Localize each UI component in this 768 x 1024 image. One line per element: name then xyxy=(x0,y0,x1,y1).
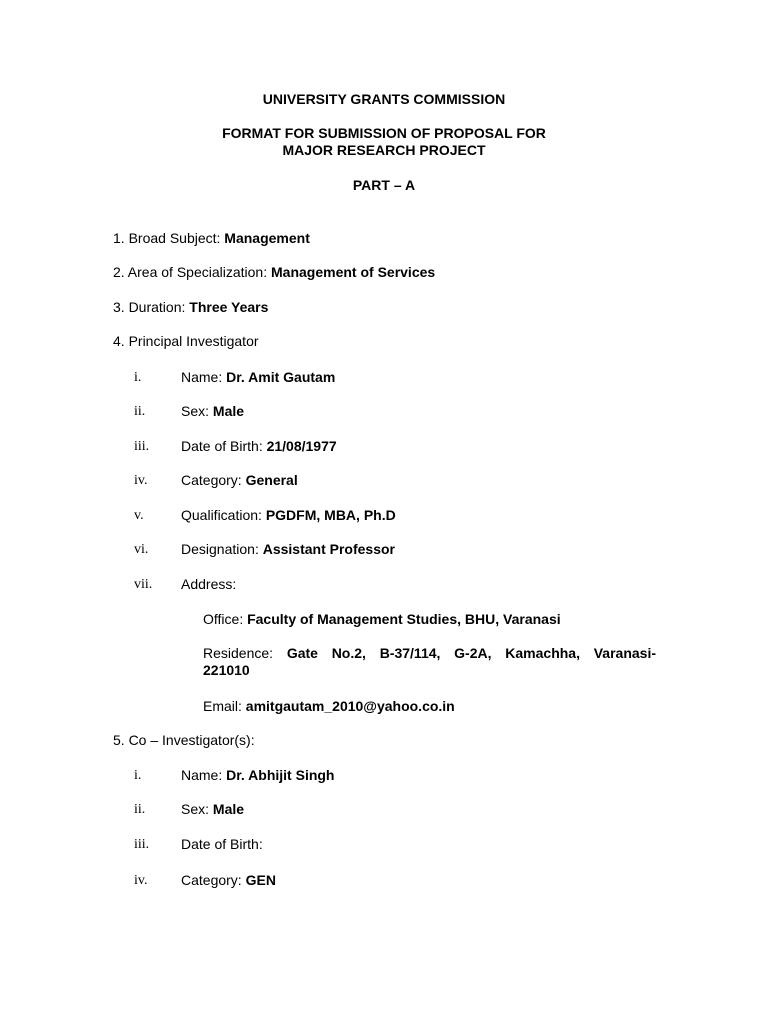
pi-category: Category: General xyxy=(181,472,298,488)
list-number: iv. xyxy=(134,473,148,488)
list-number: iii. xyxy=(134,837,150,852)
pi-qualification: Qualification: PGDFM, MBA, Ph.D xyxy=(181,507,396,523)
document-title: UNIVERSITY GRANTS COMMISSION xyxy=(262,91,506,107)
pi-heading: 4. Principal Investigator xyxy=(113,333,259,349)
field-area-of-specialization xyxy=(113,264,435,281)
field-label: 2. Area of Specialization: xyxy=(113,264,271,280)
list-number: i. xyxy=(134,370,142,385)
address-office: Office: Faculty of Management Studies, BHU, Varanasi xyxy=(203,611,561,627)
list-number: vii. xyxy=(134,577,153,592)
format-title-line1: FORMAT FOR SUBMISSION OF PROPOSAL FOR xyxy=(222,125,546,141)
field-value: Three Years xyxy=(189,299,269,315)
list-number: ii. xyxy=(134,404,146,419)
co-category: Category: GEN xyxy=(181,872,276,888)
co-date-of-birth: Date of Birth: xyxy=(181,836,263,852)
list-number: iii. xyxy=(134,439,150,454)
list-number: v. xyxy=(134,508,144,523)
pi-designation: Designation: Assistant Professor xyxy=(181,541,395,557)
address-residence: Residence: Gate No.2, B-37/114, G-2A, Kamachha, Varanasi- xyxy=(203,645,656,661)
field-label: 3. Duration: xyxy=(113,299,190,315)
part-heading: PART – A xyxy=(352,177,416,193)
field-value: Management xyxy=(224,230,310,246)
list-number: iv. xyxy=(134,873,148,888)
co-investigator-heading: 5. Co – Investigator(s): xyxy=(113,732,255,748)
pi-date-of-birth: Date of Birth: 21/08/1977 xyxy=(181,438,337,454)
co-sex: Sex: Male xyxy=(181,801,245,817)
pi-name: Name: Dr. Amit Gautam xyxy=(181,369,336,385)
co-name: Name: Dr. Abhijit Singh xyxy=(181,767,335,783)
pi-sex: Sex: Male xyxy=(181,403,245,419)
list-number: i. xyxy=(134,768,142,783)
field-duration xyxy=(113,299,268,316)
list-number: ii. xyxy=(134,802,146,817)
field-broad-subject xyxy=(113,230,310,247)
address-residence-pin: 221010 xyxy=(203,662,250,678)
list-number: vi. xyxy=(134,542,149,557)
pi-address-label: Address: xyxy=(181,576,237,592)
format-title-line2: MAJOR RESEARCH PROJECT xyxy=(282,142,486,158)
field-value: Management of Services xyxy=(271,264,436,280)
field-label: 1. Broad Subject: xyxy=(113,230,225,246)
address-email: Email: amitgautam_2010@yahoo.co.in xyxy=(203,698,455,714)
